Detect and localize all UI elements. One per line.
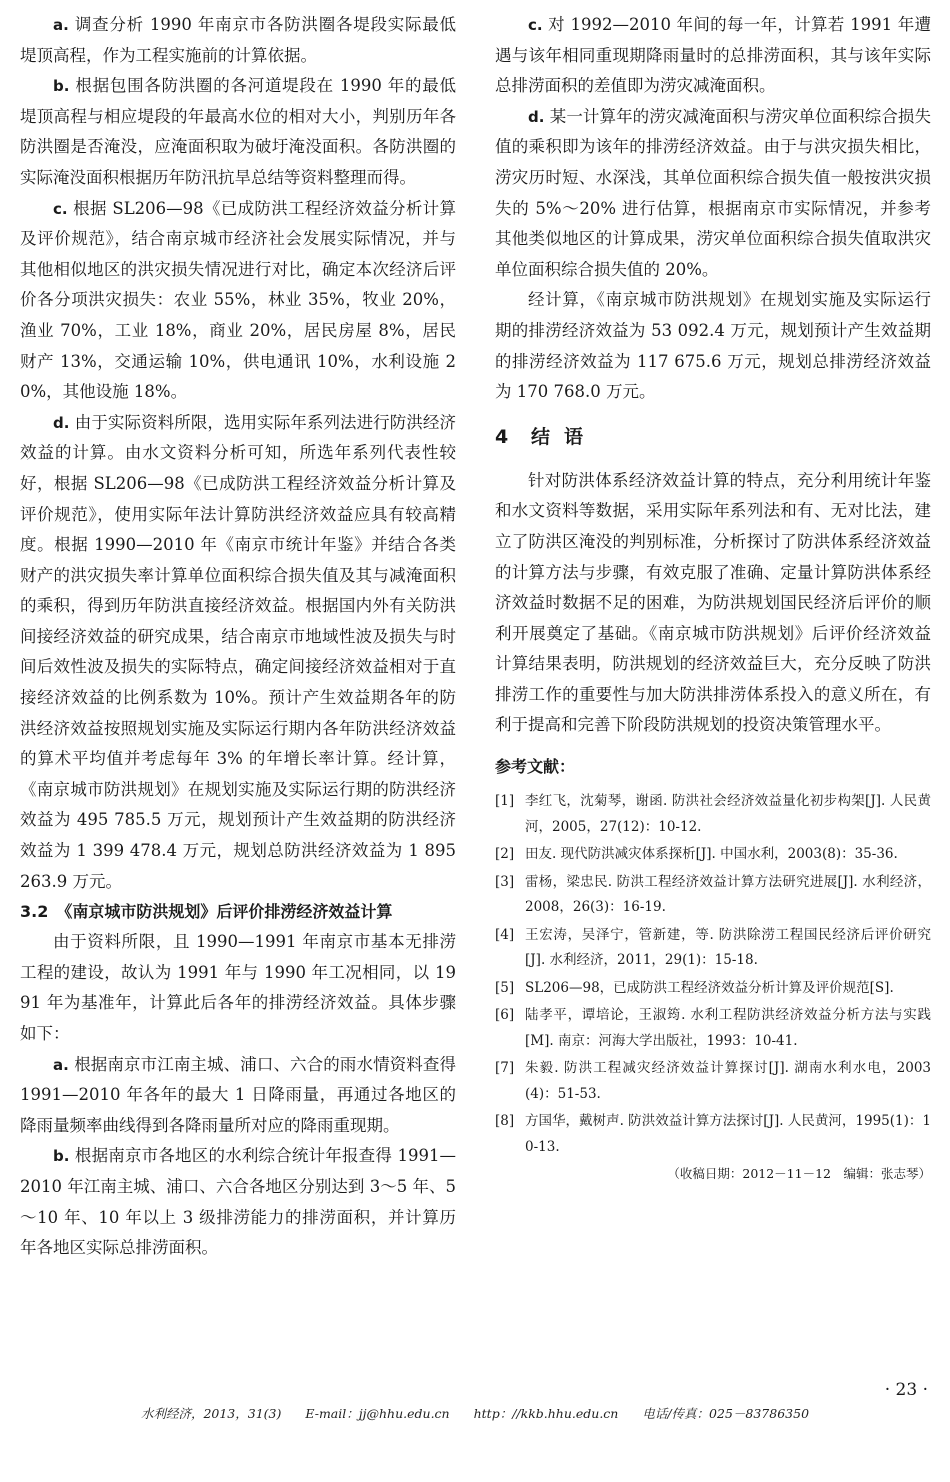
conclusion-paragraph: 针对防洪体系经济效益计算的特点，充分利用统计年鉴和水文资料等数据，采用实际年系列法和有、无对比法，建立了防洪区淹没的判别标准，分析探讨了防洪体系经济效益的计算方法与步骤，有效克服了准确、定量计算防洪体系经济效益时数据不足的困难，为防洪规划国民经济后评价的顺利开展奠定了基础。《南京城市防洪规划》后评价经济效益计算结果表明，防洪规划的经济效益巨大，充分反映了防洪排涝工作的重要性与加大防洪排涝体系投入的意义所在，有利于提高和完善下阶段防洪规划的投资决策管理水平。 xyxy=(495,470,931,735)
body-paragraph: 由于资料所限，且 1990—1991 年南京市基本无排涝工程的建设，故认为 1991 年与 1990 年工况相同，以 1991 年为基准年，计算此后各年的排涝经济效益。具体步骤如下： xyxy=(20,932,456,1043)
body-paragraph: d. 由于实际资料所限，选用实际年系列法进行防洪经济效益的计算。由水文资料分析可知，所选年系列代表性较好，根据 SL206—98《已成防洪工程经济效益分析计算及评价规范》，使用实际年法计算防洪经济效益应具有较高精度。根据 1990—2010 年《南京市统计年鉴》并结合各类财产的洪灾损失率计算单位面积综合损失值及其与减淹面积的乘积，得到历年防洪直接经济效益。根据国内外有关防洪间接经济效益的研究成果，结合南京市地域性波及损失与时间后效性波及损失的实际特点，确定间接经济效益相对于直接经济效益的比例系数为 10%。预计产生效益期各年的防洪经济效益按照规划实施及实际运行期内各年防洪经济效益的算术平均值并考虑每年 3% 的年增长率计算。经计算，《南京城市防洪规划》在规划实施及实际运行期的防洪经济效益为 495 785.5 万元，规划预计产生效益期的防洪经济效益为 1 399 478.4 万元，规划总防洪经济效益为 1 895 263.9 万元。 xyxy=(20,412,456,891)
reference-item: [1] 李红飞，沈菊琴，谢函. 防洪社会经济效益量化初步构架[J]. 人民黄河，2005，27(12)：10-12. xyxy=(495,793,931,835)
reference-item: [7] 朱毅. 防洪工程减灾经济效益计算探讨[J]. 湖南水利水电，2003(4)：51-53. xyxy=(495,1060,931,1102)
reference-item: [4] 王宏涛，吴泽宁，管新建，等. 防洪除涝工程国民经济后评价研究[J]. 水利经济，2011，29(1)：15-18. xyxy=(495,926,931,969)
reference-item: [2] 田友. 现代防洪减灾体系探析[J]. 中国水利，2003(8)：35-36. xyxy=(495,846,898,863)
page-footer xyxy=(0,1404,950,1422)
body-paragraph: c. 对 1992—2010 年间的每一年，计算若 1991 年遭遇与该年相同重现期降雨量时的总排涝面积，其与该年实际总排涝面积的差值即为涝灾减淹面积。 xyxy=(495,15,932,96)
body-paragraph: a. 根据南京市江南主城、浦口、六合的雨水情资料查得 1991—2010 年各年的最大 1 日降雨量，再通过各地区的降雨量频率曲线得到各降雨量所对应的降雨重现期。 xyxy=(20,1054,457,1135)
section-heading-4: 4 结语 xyxy=(495,425,598,448)
section-heading-3-2: 3.2 《南京城市防洪规划》后评价排涝经济效益计算 xyxy=(20,902,393,922)
reference-item: [6] 陆孝平，谭培论，王淑筠. 水利工程防洪经济效益分析方法与实践[M]. 南京：河海大学出版社，1993：10-41. xyxy=(495,1007,931,1049)
reference-item: [3] 雷杨，梁忠民. 防洪工程经济效益计算方法研究进展[J]. 水利经济，2008，26(3)：16-19. xyxy=(495,873,931,916)
footer-url: http：//kkb.hhu.edu.cn xyxy=(473,1406,619,1421)
received-date-note: （收稿日期：2012－11－12 编辑：张志琴） xyxy=(667,1166,931,1182)
body-paragraph: 经计算，《南京城市防洪规划》在规划实施及实际运行期的排涝经济效益为 53 092.4 万元，规划预计产生效益期的排涝经济效益为 117 675.6 万元，规划总排涝经济效益为 170 768.0 万元。 xyxy=(495,290,931,402)
references-heading: 参考文献： xyxy=(495,757,576,777)
left-column xyxy=(20,10,456,1264)
body-paragraph: d. 某一计算年的涝灾减淹面积与涝灾单位面积综合损失值的乘积即为该年的排涝经济效益。由于与洪灾损失相比，涝灾历时短、水深浅，其单位面积综合损失值一般按洪灾损失的 5%～20% 进行估算，根据南京市实际情况，并参考其他类似地区的计算成果，涝灾单位面积综合损失值取洪灾单位面积综合损失值的 20%。 xyxy=(495,106,931,279)
footer-email: E-mail：jj@hhu.edu.cn xyxy=(305,1406,450,1421)
body-paragraph: a. 调查分析 1990 年南京市各防洪圈各堤段实际最低堤顶高程，作为工程实施前的计算依据。 xyxy=(20,15,457,65)
footer-journal: 水利经济，2013，31(3) xyxy=(140,1406,282,1421)
body-paragraph: c. 根据 SL206—98《已成防洪工程经济效益分析计算及评价规范》，结合南京城市经济社会发展实际情况，并与其他相似地区的洪灾损失情况进行对比，确定本次经济后评价各分项洪灾损失：农业 55%，林业 35%，牧业 20%，渔业 70%，工业 18%，商业 20%，居民房屋 8%，居民财产 13%，交通运输 10%，供电通讯 10%，水利设施 20%，其他设施 18%。 xyxy=(20,198,456,402)
reference-item: [5] SL206—98，已成防洪工程经济效益分析计算及评价规范[S]. xyxy=(495,979,894,996)
footer-phone: 电话/传真：025－83786350 xyxy=(642,1406,810,1421)
right-column xyxy=(495,10,931,1184)
body-paragraph: b. 根据南京市各地区的水利综合统计年报查得 1991—2010 年江南主城、浦口、六合各地区分别达到 3～5 年、5～10 年、10 年以上 3 级排涝能力的排涝面积，并计算历年各地区实际总排涝面积。 xyxy=(20,1146,456,1258)
reference-item: [8] 方国华，戴树声. 防洪效益计算方法探讨[J]. 人民黄河，1995(1)：10-13. xyxy=(495,1113,931,1155)
body-paragraph: b. 根据包围各防洪圈的各河道堤段在 1990 年的最低堤顶高程与相应堤段的年最高水位的相对大小，判别历年各防洪圈是否淹没，应淹面积取为破圩淹没面积。各防洪圈的实际淹没面积根据历年防汛抗旱总结等资料整理而得。 xyxy=(20,76,457,187)
reference-list xyxy=(495,789,931,1160)
page-number: · 23 · xyxy=(884,1380,928,1400)
